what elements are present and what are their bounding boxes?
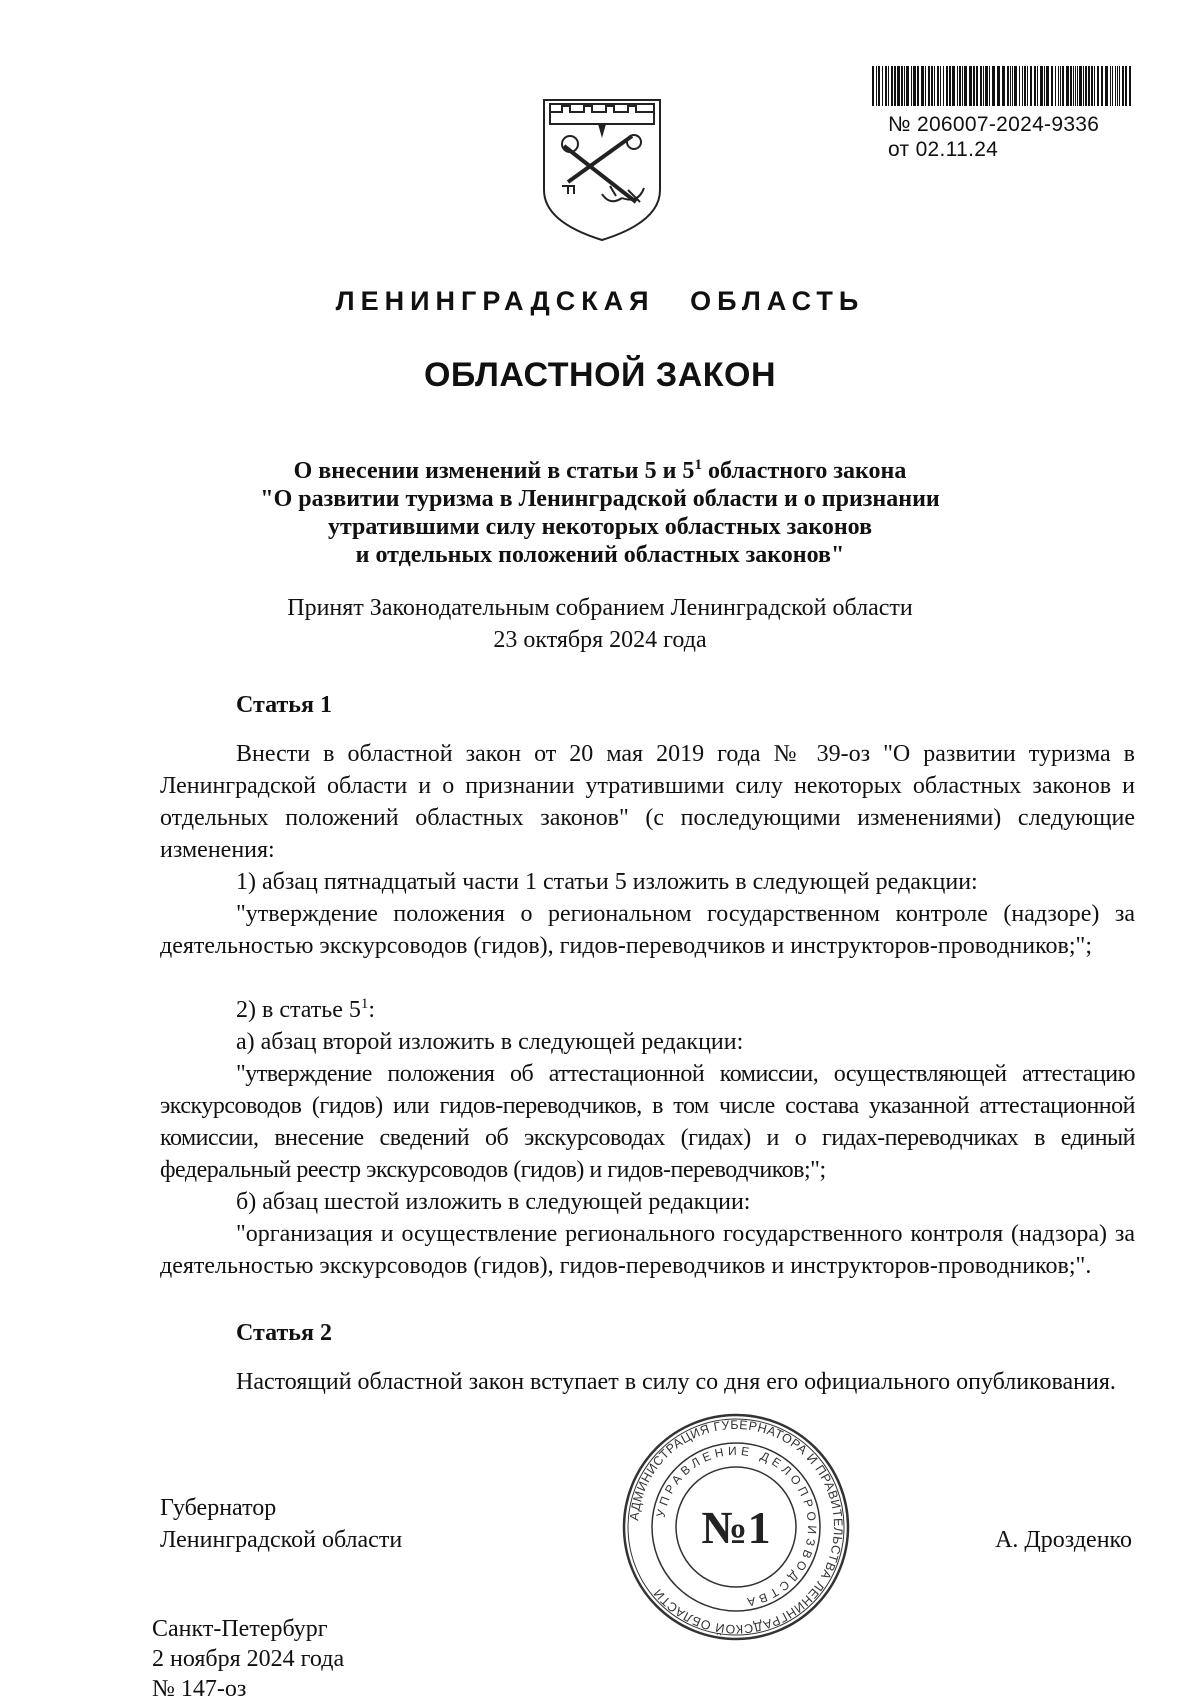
barcode-bar [1112,66,1113,106]
law-title-line-2: "О развитии туризма в Ленинградской области и о признании [260,486,940,512]
barcode-bar [992,66,995,106]
barcode-bar [1122,66,1124,106]
adoption-body: Принят Законодательным собранием Ленинградской области [287,595,913,621]
barcode-bar [937,66,939,106]
barcode-bar [1088,66,1090,106]
barcode-bar [917,66,919,106]
barcode-bar [931,66,933,106]
barcode-bar [957,66,958,106]
barcode-bar [1125,66,1127,106]
region-title: ЛЕНИНГРАДСКАЯ ОБЛАСТЬ [335,286,865,316]
barcode-bar [878,66,880,106]
barcode-bar [969,66,972,106]
barcode-bar [1055,66,1056,106]
article-1-item-2a-text: "утверждение положения об аттестационной комиссии, осуществляющей аттестацию экскурсоводов (гидов) или гидов-переводчиков, в том числе состава указанной аттестационной комиссии, внесение сведений об экскурсоводах (гидах) и о гидах-переводчиках в единый федеральный реестр экскурсоводов (гидов) и гидов-переводчиков;"; [160,1061,1135,1183]
article-1-item-2b-text: "организация и осуществление регионального государственного контроля (надзора) за деятельностью экскурсоводов (гидов), гидов-переводчиков и инструкторов-проводников;". [160,1221,1135,1279]
barcode-bar [1019,66,1020,106]
barcode-bar [1101,66,1103,106]
barcode-bar [1117,66,1118,106]
barcode-bar [1012,66,1013,106]
article-1-item-1: 1) абзац пятнадцатый части 1 статьи 5 изложить в следующей редакции: [236,869,978,895]
stamp-center: №1 [701,1502,771,1553]
barcode-bar [891,66,893,106]
article-2-text: Настоящий областной закон вступает в силу со дня его официального опубликования. [236,1369,1116,1395]
barcode [872,66,1134,106]
article-1-heading: Статья 1 [236,692,332,718]
barcode-bar [1027,66,1028,106]
barcode-bar [1110,66,1111,106]
barcode-bar [888,66,889,106]
law-title [0,457,1200,569]
barcode-bar [1105,66,1108,106]
barcode-bar [983,66,984,106]
barcode-bar [1024,66,1026,106]
barcode-bar [897,66,900,106]
barcode-bar [946,66,948,106]
barcode-bar [1079,66,1082,106]
barcode-bar [952,66,955,106]
footer-number: № 147-оз [152,1676,247,1702]
barcode-bar [964,66,967,106]
barcode-bar [1040,66,1043,106]
barcode-bar [913,66,916,106]
article-2-heading: Статья 2 [236,1320,332,1346]
barcode-bar [882,66,883,106]
law-title-line-3: утратившими силу некоторых областных законов [327,514,873,540]
barcode-bar [901,66,903,106]
stamp-outer-text: АДМИНИСТРАЦИЯ ГУБЕРНАТОРА И ПРАВИТЕЛЬСТВА ЛЕНИНГРАДСКОЙ ОБЛАСТИ [627,1417,846,1637]
article-1-item-2a: а) абзац второй изложить в следующей редакции: [236,1029,744,1055]
barcode-bar [973,66,975,106]
registration-date: от 02.11.24 [888,138,999,161]
barcode-bar [894,66,896,106]
article-1-item-2b: б) абзац шестой изложить в следующей редакции: [236,1189,751,1215]
barcode-bar [1051,66,1053,106]
barcode-bar [959,66,961,106]
barcode-bar [1002,66,1005,106]
barcode-bar [1083,66,1084,106]
barcode-bar [1058,66,1059,106]
barcode-bar [1119,66,1120,106]
barcode-bar [989,66,990,106]
barcode-bar [1022,66,1023,106]
document-type: ОБЛАСТНОЙ ЗАКОН [423,356,777,394]
barcode-bar [904,66,905,106]
barcode-bar [1073,66,1074,106]
barcode-bar [921,66,924,106]
barcode-bar [1010,66,1011,106]
barcode-bar [976,66,978,106]
barcode-bar [1094,66,1095,106]
barcode-bar [1091,66,1093,106]
barcode-bar [1066,66,1069,106]
signatory-position-line-2: Ленинградской области [160,1527,403,1553]
barcode-bar [1044,66,1045,106]
barcode-bar [940,66,941,106]
barcode-bar [1046,66,1049,106]
signatory-position [160,1492,402,1556]
barcode-bar [928,66,930,106]
barcode-bar [885,66,887,106]
article-1-item-1-text: "утверждение положения о региональном государственном контроле (надзоре) за деятельностью экскурсоводов (гидов), гидов-переводчиков и инструкторов-проводников;"; [160,901,1135,959]
barcode-bar [1007,66,1009,106]
barcode-bar [1129,66,1131,106]
barcode-bar [980,66,982,106]
barcode-bar [1075,66,1076,106]
adoption-info [0,592,1200,656]
signatory-name: А. Дрозденко [995,1527,1132,1553]
barcode-bar [906,66,909,106]
law-title-line-1: О внесении изменений в статьи 5 и $5^1$ областного закона [293,457,907,484]
coat-of-arms-icon [540,94,664,242]
official-stamp [616,1412,856,1642]
barcode-bar [943,66,944,106]
barcode-bar [1030,66,1032,106]
barcode-bar [1097,66,1099,106]
barcode-bar [997,66,1000,106]
barcode-bar [1070,66,1072,106]
barcode-bar [962,66,963,106]
footer-date: 2 ноября 2024 года [152,1646,345,1672]
barcode-bar [1014,66,1017,106]
barcode-bar [985,66,988,106]
barcode-bar [876,66,877,106]
registration-number: № 206007-2024-9336 [888,113,1100,136]
adoption-date: 23 октября 2024 года [493,627,707,653]
stamp-inner-text: УПРАВЛЕНИЕ ДЕЛОПРОИЗВОДСТВА [653,1443,820,1610]
barcode-bar [1037,66,1038,106]
barcode-bar [911,66,912,106]
barcode-bar [1062,66,1064,106]
barcode-bar [1077,66,1078,106]
footer-city: Санкт-Петербург [152,1616,328,1642]
barcode-bar [1085,66,1087,106]
law-title-line-4: и отдельных положений областных законов" [355,542,845,568]
barcode-bar [925,66,926,106]
footer-info [152,1614,344,1704]
barcode-bar [1060,66,1061,106]
barcode-bar [872,66,874,106]
barcode-bar [1115,66,1116,106]
article-1-intro: Внести в областной закон от 20 мая 2019 года № 39-оз "О развитии туризма в Ленинградской области и о признании утратившими силу некоторых областных законов и отдельных положений областных законов" (с последующими изменениями) следующие изменения: [160,741,1135,863]
barcode-bar [1034,66,1036,106]
signatory-position-line-1: Губернатор [160,1495,277,1521]
article-1-item-2: 2) в статье $5^1$: [236,996,376,1023]
barcode-bar [949,66,951,106]
barcode-bar [934,66,935,106]
